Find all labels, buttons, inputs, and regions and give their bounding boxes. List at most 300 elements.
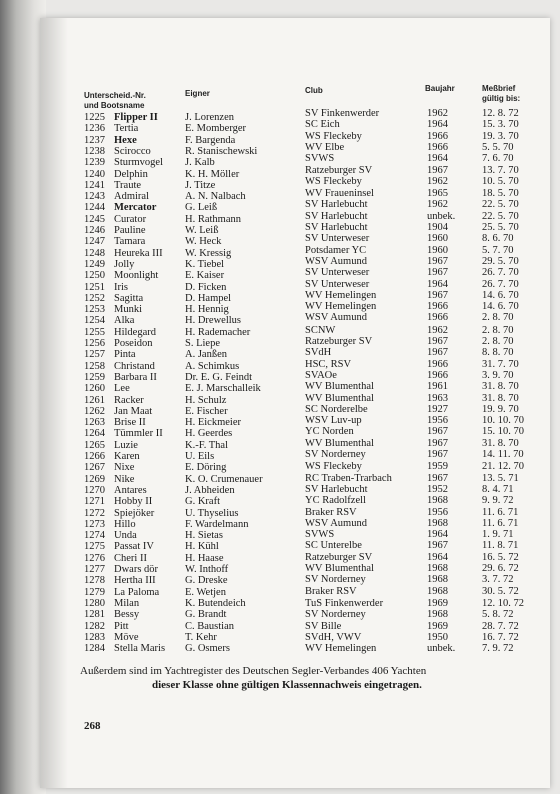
club-name: SV Unterweser <box>305 233 370 245</box>
build-year: 1967 <box>427 267 448 279</box>
owner-name: U. Eils <box>185 451 215 462</box>
certificate-valid-until: 22. 5. 70 <box>482 199 519 211</box>
boat-name: Barbara II <box>114 371 157 383</box>
table-row <box>0 383 560 395</box>
build-year: 1904 <box>427 222 448 233</box>
owner-name: D. Ficken <box>185 281 227 293</box>
boat-name: Sagitta <box>114 292 144 304</box>
certificate-valid-until: 29. 6. 72 <box>482 563 519 574</box>
table-row <box>0 244 560 260</box>
header-valid-until-label: gültig bis: <box>482 94 521 103</box>
boat-name: Jolly <box>114 258 135 270</box>
boat-name: Möve <box>114 631 139 643</box>
footnote-line-2: dieser Klasse ohne gültigen Klassennachweis eingetragen. <box>152 679 422 691</box>
boat-number: 1270 <box>84 484 105 496</box>
table-row <box>0 643 560 655</box>
boat-number: 1265 <box>84 439 105 451</box>
certificate-valid-until: 12. 10. 72 <box>482 597 524 609</box>
certificate-valid-until: 25. 5. 70 <box>482 222 519 233</box>
boat-number: 1256 <box>84 338 105 349</box>
owner-name: W. Leiß <box>185 225 219 236</box>
club-name: WV Fraueninsel <box>305 188 374 200</box>
owner-name: K. O. Crumenauer <box>185 473 263 485</box>
boat-name: Nixe <box>114 462 135 474</box>
club-name: WV Hemelingen <box>305 301 377 313</box>
table-row <box>0 164 560 181</box>
boat-number: 1273 <box>84 518 105 530</box>
build-year: 1968 <box>427 585 448 597</box>
build-year: 1956 <box>427 415 448 427</box>
table-row <box>0 233 560 248</box>
boat-name: Spiejöker <box>114 507 155 519</box>
owner-name: K. Butendeich <box>185 597 246 609</box>
boat-number: 1258 <box>84 360 105 372</box>
table-row <box>0 358 560 373</box>
boat-name: Flipper II <box>114 112 158 123</box>
club-name: TuS Finkenwerder <box>305 597 384 609</box>
table-row <box>0 598 560 610</box>
certificate-valid-until: 13. 5. 71 <box>482 472 519 484</box>
table-row <box>0 338 560 350</box>
boat-number: 1267 <box>84 462 105 474</box>
club-name: SV Harlebucht <box>305 210 368 222</box>
boat-number: 1257 <box>84 349 105 361</box>
table-row <box>0 437 560 452</box>
build-year: 1964 <box>427 153 448 165</box>
club-name: SV Norderney <box>305 574 366 586</box>
boat-name: Christand <box>114 360 155 372</box>
club-name: Ratzeburger SV <box>305 164 373 176</box>
club-name: WS Fleckeby <box>305 130 362 142</box>
owner-name: E. Momberger <box>185 123 247 135</box>
build-year: 1967 <box>427 437 448 449</box>
certificate-valid-until: 16. 7. 72 <box>482 631 519 643</box>
table-row <box>0 278 560 294</box>
certificate-valid-until: 22. 5. 70 <box>482 210 519 222</box>
owner-name: A. Schimkus <box>185 360 240 372</box>
table-row <box>0 428 560 440</box>
club-name: WSV Luv-up <box>305 415 362 427</box>
owner-name: W. Inthoff <box>185 564 229 575</box>
owner-name: E. Wetjen <box>185 586 226 598</box>
table-row <box>0 474 560 486</box>
club-name: SVdH <box>305 347 332 359</box>
boat-name: Tümmler II <box>114 428 163 440</box>
build-year: 1962 <box>427 108 448 119</box>
owner-name: G. Osmers <box>185 643 230 655</box>
boat-name: Pitt <box>114 620 129 632</box>
boat-name: Antares <box>114 484 147 496</box>
build-year: 1960 <box>427 244 448 256</box>
build-year: 1967 <box>427 336 448 347</box>
header-club: Club <box>305 86 323 95</box>
certificate-valid-until: 16. 5. 72 <box>482 551 519 563</box>
build-year: 1927 <box>427 403 448 415</box>
table-row <box>0 451 560 463</box>
table-row <box>0 564 560 576</box>
table-row <box>0 349 560 361</box>
footnote <box>80 664 550 678</box>
boat-name: Lee <box>114 383 130 395</box>
boat-number: 1261 <box>84 394 105 406</box>
club-name: SV Harlebucht <box>305 483 368 495</box>
build-year: 1965 <box>427 188 448 200</box>
certificate-valid-until: 28. 7. 72 <box>482 620 519 632</box>
certificate-valid-until: 9. 9. 72 <box>482 495 514 507</box>
club-name: WV Hemelingen <box>305 643 377 655</box>
build-year: 1964 <box>427 278 448 290</box>
boat-name: Bessy <box>114 609 140 621</box>
build-year: 1967 <box>427 164 448 176</box>
boat-number: 1275 <box>84 541 105 553</box>
table-row <box>0 369 560 384</box>
owner-name: K. H. Möller <box>185 168 240 180</box>
certificate-valid-until: 8. 8. 70 <box>482 347 514 359</box>
certificate-valid-until: 11. 8. 71 <box>482 540 519 552</box>
certificate-valid-until: 21. 12. 70 <box>482 461 524 473</box>
boat-number: 1243 <box>84 191 105 203</box>
table-row <box>0 188 560 203</box>
table-row <box>0 462 560 474</box>
boat-name: Racker <box>114 394 144 406</box>
build-year: 1963 <box>427 392 448 404</box>
club-name: WV Elbe <box>305 141 345 153</box>
owner-name: H. Sietas <box>185 530 223 542</box>
owner-name: G. Kraft <box>185 496 220 508</box>
boat-number: 1254 <box>84 315 105 327</box>
boat-number: 1241 <box>84 179 105 191</box>
build-year: 1950 <box>427 631 448 643</box>
boat-name: Hertha III <box>114 575 156 587</box>
certificate-valid-until: 12. 8. 72 <box>482 108 519 119</box>
table-row <box>0 289 560 305</box>
table-row <box>0 392 560 407</box>
table-row <box>0 621 560 633</box>
footnote-2 <box>152 678 560 692</box>
table-row <box>0 530 560 542</box>
build-year: 1967 <box>427 472 448 484</box>
boat-number: 1250 <box>84 270 105 282</box>
build-year: 1968 <box>427 495 448 507</box>
certificate-valid-until: 29. 5. 70 <box>482 255 519 267</box>
boat-number: 1238 <box>84 145 105 157</box>
boat-number: 1278 <box>84 575 105 587</box>
boat-number: 1244 <box>84 202 105 214</box>
club-name: SV Norderney <box>305 609 366 621</box>
boat-name: Curator <box>114 213 147 225</box>
owner-name: H. Rademacher <box>185 326 251 338</box>
build-year: 1964 <box>427 119 448 131</box>
boat-name: Hobby II <box>114 496 153 508</box>
table-row <box>0 632 560 644</box>
owner-name: H. Haase <box>185 552 224 564</box>
table-row <box>0 587 560 599</box>
club-name: WSV Aumund <box>305 517 367 529</box>
boat-number: 1247 <box>84 236 105 248</box>
owner-name: S. Liepe <box>185 338 220 349</box>
table-row <box>0 267 560 282</box>
table-row <box>0 210 560 226</box>
certificate-valid-until: 10. 10. 70 <box>482 415 524 427</box>
build-year: 1967 <box>427 426 448 438</box>
boat-name: Karen <box>114 451 140 462</box>
build-year: 1968 <box>427 574 448 586</box>
header-year: Baujahr <box>425 84 455 93</box>
table-row <box>0 417 560 429</box>
certificate-valid-until: 13. 7. 70 <box>482 164 519 176</box>
owner-name: H. Eickmeier <box>185 417 241 429</box>
footnote-line-1: Außerdem sind im Yachtregister des Deutschen Segler-Verbandes 406 Yachten <box>80 665 427 677</box>
build-year: 1969 <box>427 597 448 609</box>
boat-name: Mercator <box>114 202 157 214</box>
club-name: SV Harlebucht <box>305 199 368 211</box>
build-year: 1964 <box>427 551 448 563</box>
table-row <box>0 496 560 508</box>
boat-number: 1236 <box>84 123 105 135</box>
boat-number: 1248 <box>84 247 105 259</box>
boat-number: 1263 <box>84 417 105 429</box>
boat-name: Luzie <box>114 439 138 451</box>
boat-name: Jan Maat <box>114 405 153 417</box>
boat-name: Delphin <box>114 168 148 180</box>
owner-name: J. Abheiden <box>185 484 235 496</box>
certificate-valid-until: 30. 5. 72 <box>482 585 519 597</box>
boat-number: 1262 <box>84 405 105 417</box>
club-name: YC Radolfzell <box>305 495 366 507</box>
club-name: Ratzeburger SV <box>305 551 373 563</box>
build-year: 1966 <box>427 141 448 153</box>
certificate-valid-until: 31. 8. 70 <box>482 381 519 393</box>
club-name: SV Unterweser <box>305 267 370 279</box>
boat-number: 1239 <box>84 157 105 169</box>
owner-name: H. Rathmann <box>185 213 241 225</box>
owner-name: T. Kehr <box>185 631 217 643</box>
club-name: HSC, RSV <box>305 358 352 370</box>
boat-name: Cheri II <box>114 552 147 564</box>
owner-name: U. Thyselius <box>185 507 239 519</box>
owner-name: E. J. Marschalleik <box>185 383 261 395</box>
club-name: WV Blumenthal <box>305 563 374 574</box>
boat-name: Admiral <box>114 191 149 203</box>
boat-name: Poseidon <box>114 338 153 349</box>
certificate-valid-until: 31. 7. 70 <box>482 358 519 370</box>
boat-number: 1245 <box>84 213 105 225</box>
certificate-valid-until: 31. 8. 70 <box>482 437 519 449</box>
build-year: 1966 <box>427 358 448 370</box>
owner-name: J. Lorenzen <box>185 112 234 123</box>
boat-name: Alka <box>114 315 135 327</box>
table-row <box>0 508 560 520</box>
boat-name: Hildegard <box>114 326 156 338</box>
header-name-label: und Bootsname <box>84 101 145 110</box>
certificate-valid-until: 1. 9. 71 <box>482 529 514 541</box>
owner-name: J. Titze <box>185 179 216 191</box>
header-owner: Eigner <box>185 89 210 98</box>
club-name: SV Unterweser <box>305 278 370 290</box>
certificate-valid-until: 2. 8. 70 <box>482 324 514 336</box>
table-row <box>0 553 560 565</box>
build-year: 1960 <box>427 233 448 245</box>
boat-name: Moonlight <box>114 270 159 282</box>
table-row <box>0 485 560 497</box>
owner-name: A. Janßen <box>185 349 227 361</box>
table-row <box>0 130 560 147</box>
boat-number: 1266 <box>84 451 105 462</box>
build-year: unbek. <box>427 643 456 655</box>
boat-number: 1272 <box>84 507 105 519</box>
certificate-valid-until: 5. 7. 70 <box>482 244 514 256</box>
boat-number: 1246 <box>84 225 105 236</box>
boat-number: 1249 <box>84 258 105 270</box>
table-row <box>0 609 560 621</box>
table-row <box>0 175 560 192</box>
build-year: 1967 <box>427 540 448 552</box>
certificate-valid-until: 15. 10. 70 <box>482 426 524 438</box>
owner-name: E. Döring <box>185 462 227 474</box>
owner-name: E. Kaiser <box>185 270 225 282</box>
club-name: WSV Aumund <box>305 255 367 267</box>
header-valid-label: Meßbrief <box>482 84 516 93</box>
build-year: 1968 <box>427 517 448 529</box>
owner-name: G. Dreske <box>185 575 228 587</box>
certificate-valid-until: 2. 8. 70 <box>482 312 514 324</box>
boat-number: 1276 <box>84 552 105 564</box>
table-row <box>0 519 560 531</box>
build-year: 1959 <box>427 461 448 473</box>
owner-name: H. Hennig <box>185 304 229 316</box>
boat-number: 1251 <box>84 281 105 293</box>
boat-name: Tertia <box>114 123 139 135</box>
certificate-valid-until: 7. 9. 72 <box>482 643 514 655</box>
club-name: SVAOe <box>305 369 337 381</box>
table-row <box>0 141 560 158</box>
certificate-valid-until: 14. 6. 70 <box>482 289 519 301</box>
build-year: 1967 <box>427 289 448 301</box>
club-name: RC Traben-Trarbach <box>305 472 392 484</box>
boat-number: 1279 <box>84 586 105 598</box>
certificate-valid-until: 26. 7. 70 <box>482 267 519 279</box>
table-row <box>0 222 560 237</box>
boat-name: La Paloma <box>114 586 160 598</box>
build-year: 1966 <box>427 369 448 381</box>
boat-name: Tamara <box>114 236 146 248</box>
club-name: Braker RSV <box>305 585 357 597</box>
table-row <box>0 119 560 135</box>
boat-number: 1284 <box>84 643 105 655</box>
boat-name: Heureka III <box>114 247 163 259</box>
club-name: SVdH, VWV <box>305 631 362 643</box>
boat-name: Milan <box>114 597 140 609</box>
build-year: 1956 <box>427 506 448 518</box>
certificate-valid-until: 18. 5. 70 <box>482 188 519 200</box>
certificate-valid-until: 2. 8. 70 <box>482 336 514 347</box>
boat-name: Pauline <box>114 225 146 236</box>
build-year: 1968 <box>427 563 448 574</box>
build-year: 1969 <box>427 620 448 632</box>
build-year: 1967 <box>427 449 448 460</box>
boat-name: Iris <box>114 281 128 293</box>
boat-name: Pinta <box>114 349 136 361</box>
certificate-valid-until: 14. 11. 70 <box>482 449 524 460</box>
certificate-valid-until: 11. 6. 71 <box>482 517 519 529</box>
club-name: SCNW <box>305 324 336 336</box>
boat-number: 1281 <box>84 609 105 621</box>
build-year: 1968 <box>427 609 448 621</box>
owner-name: R. Stanischewski <box>185 145 258 157</box>
boat-name: Dwars dör <box>114 564 159 575</box>
boat-name: Brise II <box>114 417 146 429</box>
table-row <box>0 153 560 169</box>
boat-number: 1225 <box>84 112 105 123</box>
boat-number: 1269 <box>84 473 105 485</box>
certificate-valid-until: 14. 6. 70 <box>482 301 519 313</box>
certificate-valid-until: 10. 5. 70 <box>482 175 519 187</box>
table-row <box>0 324 560 339</box>
build-year: 1967 <box>427 255 448 267</box>
build-year: 1967 <box>427 347 448 359</box>
owner-name: E. Fischer <box>185 405 228 417</box>
build-year: 1952 <box>427 483 448 495</box>
boat-number: 1255 <box>84 326 105 338</box>
table-row <box>0 108 560 124</box>
club-name: Ratzeburger SV <box>305 336 373 347</box>
owner-name: A. N. Nalbach <box>185 191 246 203</box>
owner-name: F. Bargenda <box>185 134 236 146</box>
club-name: WV Blumenthal <box>305 392 374 404</box>
build-year: 1962 <box>427 175 448 187</box>
owner-name: H. Schulz <box>185 394 227 406</box>
boat-name: Munki <box>114 304 143 316</box>
club-name: SVWS <box>305 153 335 165</box>
club-name: WS Fleckeby <box>305 175 362 187</box>
boat-number: 1253 <box>84 304 105 316</box>
certificate-valid-until: 5. 8. 72 <box>482 609 514 621</box>
table-row <box>0 541 560 553</box>
build-year: 1961 <box>427 381 448 393</box>
boat-name: Stella Maris <box>114 643 166 655</box>
owner-name: Dr. E. G. Feindt <box>185 371 253 383</box>
owner-name: H. Kühl <box>185 541 219 553</box>
table-row <box>0 199 560 214</box>
boat-number: 1274 <box>84 530 105 542</box>
boat-number: 1282 <box>84 620 105 632</box>
table-row <box>0 312 560 327</box>
boat-name: Traute <box>114 179 142 191</box>
certificate-valid-until: 15. 3. 70 <box>482 119 519 131</box>
build-year: unbek. <box>427 210 456 222</box>
club-name: WS Fleckeby <box>305 461 362 473</box>
certificate-valid-until: 8. 4. 71 <box>482 483 514 495</box>
certificate-valid-until: 31. 8. 70 <box>482 392 519 404</box>
build-year: 1966 <box>427 130 448 142</box>
owner-name: W. Heck <box>185 236 222 248</box>
header-nr-label: Unterscheid.-Nr. <box>84 91 146 100</box>
certificate-valid-until: 19. 3. 70 <box>482 130 519 142</box>
club-name: SC Norderelbe <box>305 403 368 415</box>
owner-name: F. Wardelmann <box>185 518 249 530</box>
club-name: SV Bille <box>305 620 342 632</box>
club-name: SV Finkenwerder <box>305 108 380 119</box>
club-name: Braker RSV <box>305 506 357 518</box>
certificate-valid-until: 3. 7. 72 <box>482 574 514 586</box>
club-name: WV Blumenthal <box>305 381 374 393</box>
owner-name: G. Leiß <box>185 202 218 214</box>
boat-number: 1280 <box>84 597 105 609</box>
build-year: 1966 <box>427 312 448 324</box>
club-name: SV Harlebucht <box>305 222 368 233</box>
owner-name: H. Geerdes <box>185 428 233 440</box>
table-row <box>0 575 560 587</box>
